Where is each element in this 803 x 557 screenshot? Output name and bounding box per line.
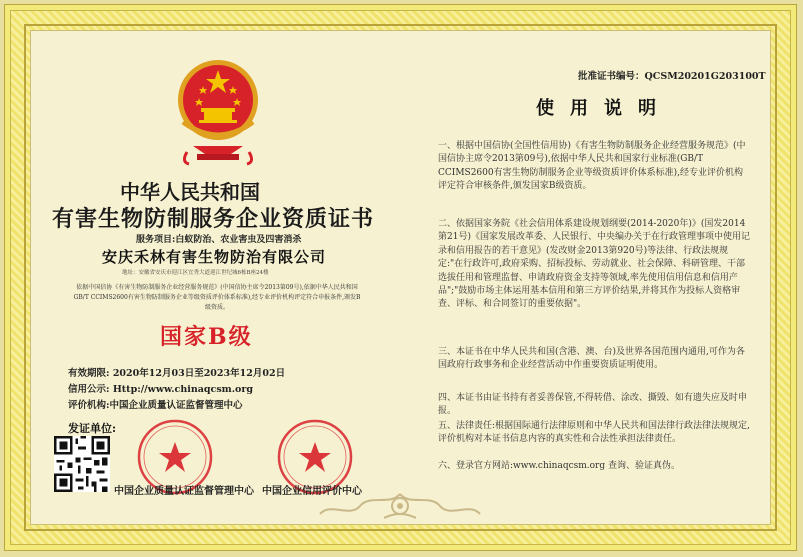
ornament-icon	[300, 488, 500, 524]
serial-number: 批准证书编号：QCSM20201G203100T	[578, 71, 766, 82]
seal-label: 中国企业信用评价中心	[262, 486, 362, 497]
instruction-item: 五、法律责任:根据国际通行法律原则和中华人民共和国法律行政法律法规规定,评价机构对本证书信息内容的真实性和合法性承担法律责任。	[438, 421, 750, 445]
seal-label: 中国企业质量认证监督管理中心	[114, 486, 254, 497]
service-scope: 服务项目:白蚁防治、农业害虫及四害消杀	[136, 235, 302, 245]
certificate-title-line2: 有害生物防制服务企业资质证书	[52, 206, 375, 232]
issuer-label: 发证单位:	[68, 422, 117, 435]
instruction-item: 一、根据中国信协(全国性信用协)《有害生物防制服务企业经营服务规范》(中国信协主席令2013第09号),依据中华人民共和国家行业标准(GB/T CCIMS2600有害生物防制服务企业等级资质评价体系标准),经专业评价机构评定符合审核条件,颁发国家B级资质。	[438, 141, 746, 192]
instruction-item: 四、本证书由证书持有者妥善保管,不得转借、涂改、撕毁、如有遗失应及时申报。	[438, 393, 747, 417]
instruction-item: 三、本证书在中华人民共和国(含港、澳、台)及世界各国范围内通用,可作为各国政府行政事务和企业经营活动中作重要资质证明使用。	[438, 347, 745, 371]
company-address: 地址：安徽省安庆市迎江区宜秀大道迎江世纪城6栋B座24楼	[122, 270, 269, 276]
certificate-title-line1: 中华人民共和国	[120, 180, 260, 204]
instruction-item: 六、登录官方网站:www.chinaqcsm.org 查询、验证真伪。	[438, 461, 680, 471]
instruction-item: 二、依据国家务院《社会信用体系建设规划纲要(2014-2020年)》(国发2014第21号)《国家发展改革委、人民银行、中央编办关于在行政管理事项中使用记录和信用报告的若干意见》(发改财金2013第920号)等法律、行政法规规定:"在行政许可,政府采购、招标投标、劳动就业、社会保障、科研管理、干部选拔任用和管理监督、申请政府资金支持等领域,率先使用信用信息和信用产品";"鼓励市场主体运用基本信用和第三方评价结果,并将其作为投标人资格审查、评标、和合同签订的重要依据"。	[438, 219, 750, 310]
qr-code-icon	[54, 436, 110, 492]
national-emblem-icon	[175, 50, 261, 168]
usage-title: 使用说明	[536, 98, 672, 119]
certification-basis: 依据中国信协《有害生物防制服务企业经营服务规范》(中国信协主席令2013第09号),依据中华人民共和国GB/T CCIMS2600有害生物防制服务企业等级资质评价体系标准),经专业评价机构评定符合申报条件,颁发B级资质。	[73, 284, 361, 311]
grade-level: 国家B级	[160, 324, 253, 350]
validity-period: 有效期限: 2020年12月03日至2023年12月02日	[68, 368, 286, 379]
company-name: 安庆禾林有害生物防治有限公司	[102, 248, 327, 266]
public-info-url: 信用公示: Http://www.chinaqcsm.org	[68, 384, 254, 395]
evaluation-agency: 评价机构:中国企业质量认证监督管理中心	[68, 400, 243, 411]
